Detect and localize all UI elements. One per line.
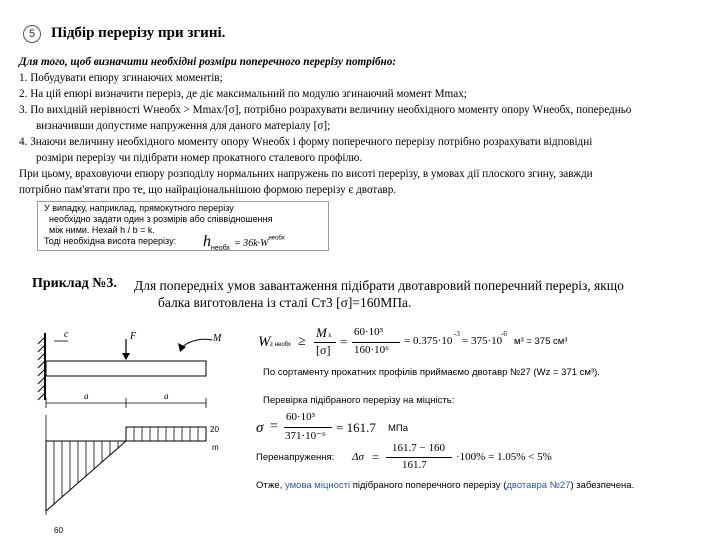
- frac2-denominator: 371·10⁻⁶: [285, 430, 326, 442]
- example-text-1: Для попередніх умов завантаження підібрати двотавровий поперечний переріз, якщо: [134, 278, 624, 293]
- sortament-line: По сортаменту прокатних профілів приймаємо двотавр №27 (Wz = 371 см³).: [263, 367, 600, 378]
- conclusion-profile: двотавра №27: [506, 480, 571, 491]
- step-1: 1. Побудувати епюру згинаючих моментів;: [19, 72, 223, 84]
- frac1-denominator: 160·10⁶: [354, 344, 389, 356]
- formula-expr-sub: необх: [268, 235, 285, 242]
- formula-h: h: [203, 233, 211, 250]
- overstress-formula: Δσ = 161.7 − 160 161.7 ·100% = 1.05% < 5%: [352, 442, 552, 471]
- box-line-2: необхідно задати один з розмірів або співвідношення: [49, 214, 273, 224]
- m-symbol: M: [316, 325, 327, 340]
- step-4: 4. Знаючи величину необхідного моменту опору Wнеобх і форму поперечного перерізу потрібно розрахувати відповідні: [19, 136, 593, 148]
- required-modulus-formula: [258, 324, 713, 364]
- overstress-result: ·100% = 1.05% < 5%: [456, 451, 552, 463]
- overstress-label: Перенапруження:: [256, 452, 335, 463]
- wall-hatching: [38, 337, 45, 400]
- note-line-2: потрібно пам'ятати про те, що найраціональнішою формою перерізу є двотавр.: [19, 184, 397, 196]
- note-line-1: При цьому, враховуючи епюру розподілу нормальних напружень по висоті перерізу, в умовах дії плоского згину, завжди: [19, 168, 593, 180]
- conclusion-condition: умова міцності: [284, 480, 351, 491]
- label-60: 60: [54, 526, 63, 535]
- example-title: Приклад №3.: [32, 276, 117, 291]
- label-M: M: [213, 333, 222, 344]
- label-c: c: [64, 329, 69, 340]
- m-subscript: x: [328, 331, 332, 339]
- formula-expr: 6k·W: [248, 238, 269, 249]
- formula-h-sub: необх: [211, 245, 230, 253]
- label-a2: a: [164, 391, 169, 401]
- step-4-cont: розміри перерізу чи підібрати номер прокатного сталевого профілю.: [36, 152, 363, 164]
- modulus-result: м³ = 375 см³: [514, 336, 568, 347]
- w-subscript: z необх: [270, 342, 291, 348]
- force-arrowhead: [122, 353, 130, 360]
- ge-sign: ≥: [298, 334, 306, 349]
- stress-formula: σ = 60·10³ 371·10⁻⁶ = 161.7 МПа: [256, 411, 409, 442]
- eq-sign-1: =: [340, 334, 348, 349]
- formula-eq: = 3: [233, 238, 249, 249]
- label-m: m: [212, 443, 219, 452]
- mpa-unit: МПа: [388, 423, 409, 434]
- beam-diagram: [30, 325, 245, 537]
- frac3-numerator: 161.7 − 160: [392, 442, 445, 454]
- frac1-numerator: 60·10³: [354, 326, 383, 338]
- w-symbol: W: [258, 334, 271, 350]
- label-a1: a: [84, 391, 89, 401]
- height-formula: [203, 233, 285, 252]
- frac3-denominator: 161.7: [402, 459, 427, 471]
- exp-3: -3: [454, 330, 460, 338]
- conclusion-post: підібраного поперечного перерізу (: [352, 480, 507, 491]
- box-line-3: між ними. Нехай h / b = k.: [49, 225, 155, 235]
- conclusion-end: ) забезпечена.: [570, 480, 635, 491]
- delta-sigma: Δσ: [352, 451, 364, 463]
- conclusion-line: [256, 480, 634, 491]
- label-20: 20: [210, 425, 219, 434]
- box-line-4: Тоді необхідна висота перерізу:: [44, 236, 177, 246]
- frac2-numerator: 60·10³: [286, 411, 315, 423]
- eq-part-3: = 0.375·10: [404, 335, 453, 347]
- step-2: 2. На цій епюрі визначити переріз, де діє максимальний по модулю згинаючий момент Mmax;: [19, 88, 467, 100]
- slide-title: Підбір перерізу при згині.: [51, 25, 226, 41]
- intro-lead: Для того, щоб визначити необхідні розміри поперечного перерізу потрібно:: [19, 56, 397, 68]
- moment-arrowhead: [178, 343, 186, 352]
- box-line-1: У випадку, наприклад, прямокутного перерізу: [44, 203, 234, 213]
- moment-arc: [182, 339, 212, 347]
- example-text-2: балка виготовлена із сталі Ст3 [σ]=160МПа.: [158, 295, 412, 310]
- check-title: Перевірка підібраного перерізу на міцність:: [263, 395, 455, 406]
- label-F: F: [130, 331, 137, 342]
- beam: [46, 361, 206, 376]
- exp-4: -6: [501, 330, 507, 338]
- slide-number-badge: 5: [23, 25, 41, 43]
- sigma-symbol: σ: [256, 420, 264, 436]
- conclusion-pre: Отже,: [256, 480, 283, 491]
- step-3-cont: визначивши допустиме напруження для даного матеріалу [σ];: [36, 120, 331, 132]
- stress-value: = 161.7: [336, 420, 376, 435]
- sigma-allow: [σ]: [316, 343, 331, 357]
- step-3: 3. По вихідній нерівності Wнеобх > Mmax/[σ], потрібно розрахувати величину необхідного моменту опору Wнеобх, попередньо: [19, 104, 632, 116]
- eq-part-4: = 375·10: [462, 335, 503, 347]
